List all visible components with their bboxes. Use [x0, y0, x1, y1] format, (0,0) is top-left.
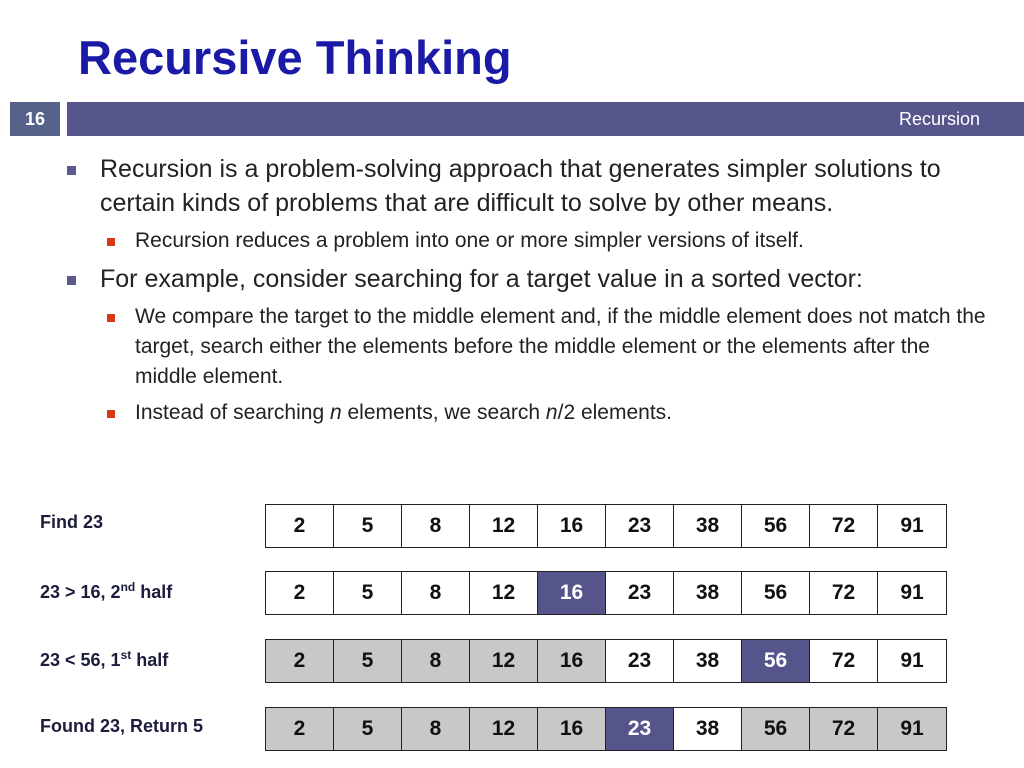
sub-bullet-item [62, 226, 992, 256]
text-segment: Instead of searching [135, 401, 330, 424]
step-label-second-half [40, 580, 172, 603]
array-cell: 38 [674, 708, 742, 750]
array-cell: 38 [674, 640, 742, 682]
step-label-text: half [131, 650, 169, 670]
array-cell: 2 [266, 640, 334, 682]
array-cell: 16 [538, 640, 606, 682]
bullet-list [62, 152, 992, 434]
text-segment: /2 elements. [557, 401, 673, 424]
array-cell: 16 [538, 708, 606, 750]
array-cell: 2 [266, 505, 334, 547]
array-cell: 12 [470, 708, 538, 750]
array-cell: 72 [810, 640, 878, 682]
array-cell: 72 [810, 708, 878, 750]
sub-bullet-item [62, 398, 992, 428]
square-bullet-icon [67, 166, 76, 175]
array-cell: 72 [810, 505, 878, 547]
array-cell: 72 [810, 572, 878, 614]
array-cell: 8 [402, 708, 470, 750]
array-row-step3 [265, 639, 947, 683]
array-cell: 12 [470, 640, 538, 682]
array-cell: 16 [538, 572, 606, 614]
bullet-text: For example, consider searching for a target value in a sorted vector: [100, 265, 863, 293]
array-cell: 23 [606, 640, 674, 682]
page-number-badge: 16 [10, 102, 60, 136]
array-cell: 23 [606, 505, 674, 547]
array-cell: 8 [402, 572, 470, 614]
step-label-sup: st [120, 648, 132, 662]
step-label-first-half [40, 648, 168, 671]
array-cell: 5 [334, 572, 402, 614]
variable-n: n [329, 401, 342, 424]
sub-bullet-text: We compare the target to the middle element and, if the middle element does not match the target, search either the elements before the middle element or the elements after the middle element. [135, 305, 986, 388]
square-bullet-icon [67, 276, 76, 285]
step-label-find [40, 512, 103, 533]
sub-bullet-text [135, 401, 672, 424]
array-cell: 56 [742, 708, 810, 750]
array-cell: 5 [334, 640, 402, 682]
step-label-sup: nd [120, 580, 136, 594]
array-cell: 91 [878, 505, 946, 547]
step-label-text: half [135, 582, 173, 602]
array-cell: 2 [266, 572, 334, 614]
array-cell: 91 [878, 640, 946, 682]
bullet-text: Recursion is a problem-solving approach that generates simpler solutions to certain kinds of problems that are difficult to solve by other means. [100, 155, 941, 217]
array-cell: 38 [674, 505, 742, 547]
bullet-item [62, 152, 992, 220]
array-cell: 5 [334, 505, 402, 547]
slide-title: Recursive Thinking [78, 31, 512, 84]
array-row-step1 [265, 504, 947, 548]
array-cell: 5 [334, 708, 402, 750]
array-cell: 23 [606, 708, 674, 750]
array-cell: 8 [402, 505, 470, 547]
variable-n: n [545, 401, 558, 424]
array-row-step2 [265, 571, 947, 615]
array-cell: 2 [266, 708, 334, 750]
step-label-text: Found 23, Return 5 [40, 716, 204, 736]
array-cell: 56 [742, 640, 810, 682]
array-cell: 12 [470, 572, 538, 614]
step-label-text: 23 < 56, 1 [40, 650, 121, 670]
topic-label: Recursion [898, 108, 980, 129]
array-cell: 12 [470, 505, 538, 547]
bullet-item [62, 262, 992, 296]
sub-bullet-item [62, 302, 992, 392]
array-cell: 56 [742, 572, 810, 614]
array-cell: 8 [402, 640, 470, 682]
step-label-text: Find 23 [40, 512, 104, 532]
array-cell: 91 [878, 572, 946, 614]
array-cell: 16 [538, 505, 606, 547]
array-row-step4 [265, 707, 947, 751]
text-segment: elements, we search [341, 401, 546, 424]
array-cell: 56 [742, 505, 810, 547]
array-cell: 23 [606, 572, 674, 614]
square-bullet-icon [107, 410, 115, 418]
square-bullet-icon [107, 314, 115, 322]
topic-bar [67, 102, 1024, 136]
array-cell: 38 [674, 572, 742, 614]
square-bullet-icon [107, 238, 115, 246]
sub-bullet-text: Recursion reduces a problem into one or more simpler versions of itself. [135, 229, 804, 252]
step-label-found [40, 716, 203, 737]
step-label-text: 23 > 16, 2 [40, 582, 121, 602]
array-cell: 91 [878, 708, 946, 750]
